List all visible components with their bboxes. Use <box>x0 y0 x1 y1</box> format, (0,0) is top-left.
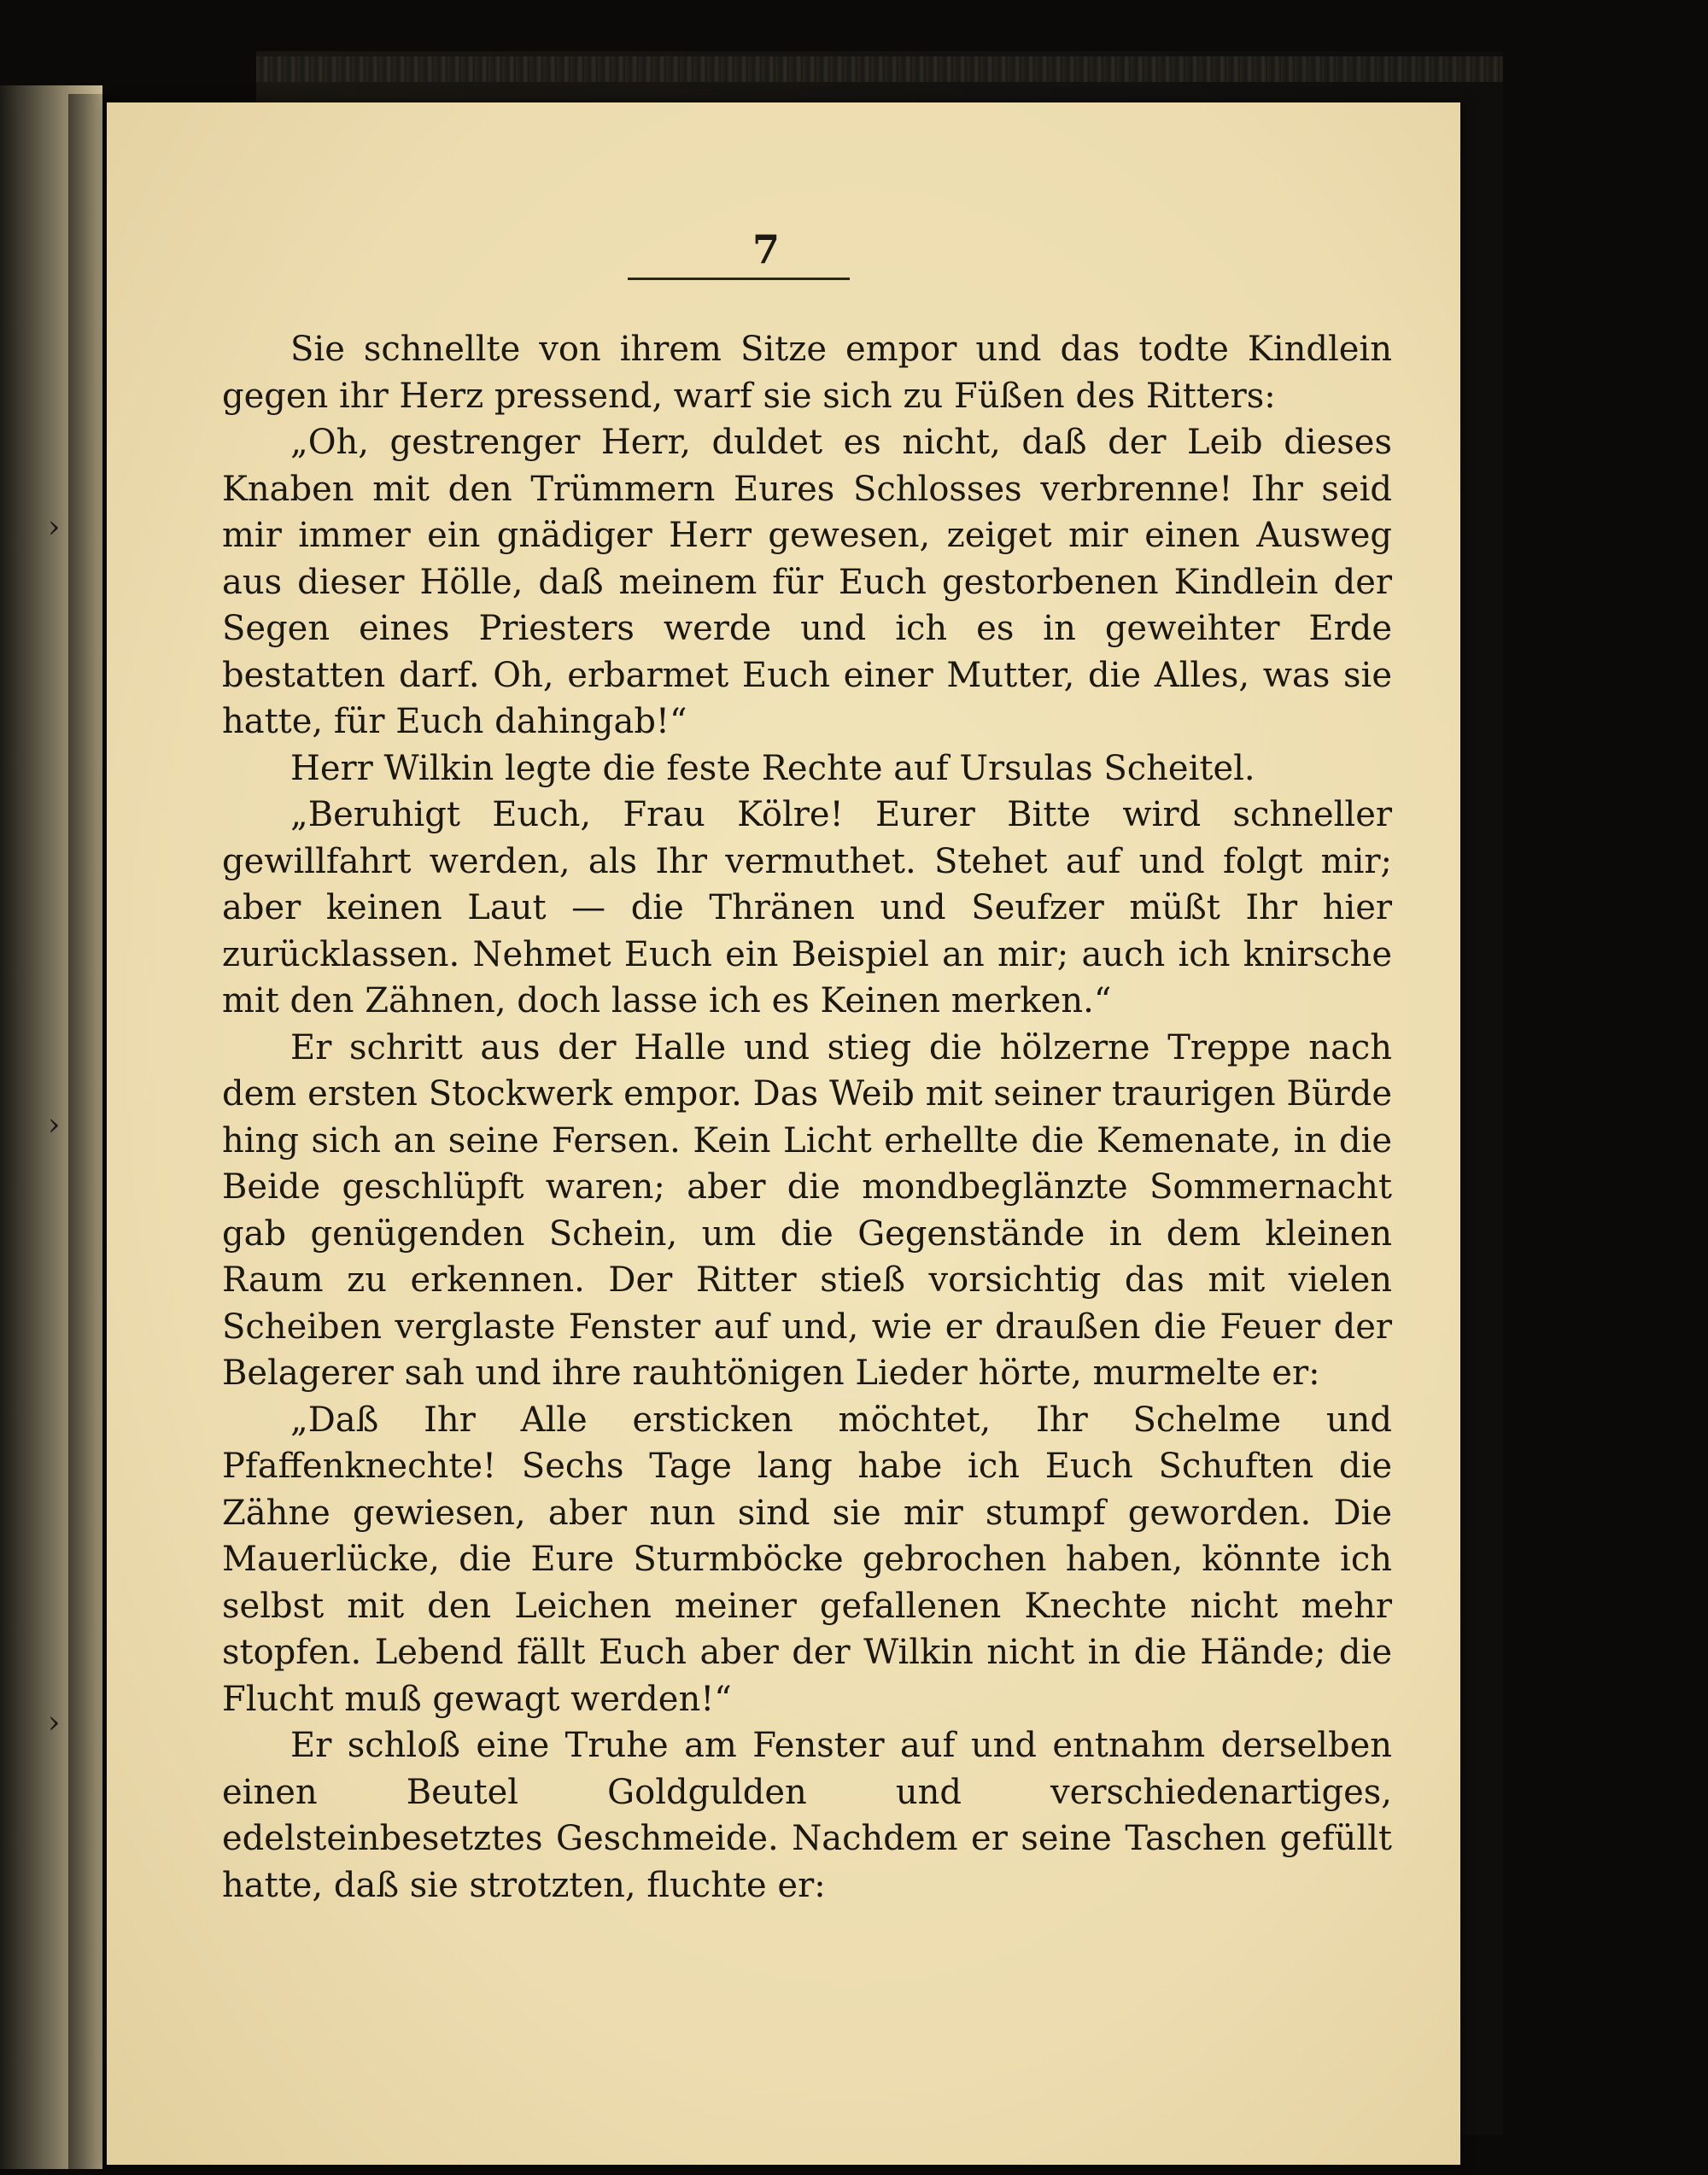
body-text <box>222 326 1392 1909</box>
paragraph: Herr Wilkin legte die feste Rechte auf Ursulas Scheitel. <box>290 748 1255 788</box>
paragraph: „Daß Ihr Alle ersticken möchtet, Ihr Schelme und Pfaffenknechte! Sechs Tage lang habe ich Euch Schuften die Zähne gewiesen, aber nun sind sie mir stumpf geworden. Die Mauerlücke, die Eure Sturmböcke gebrochen haben, könnte ich selbst mit den Leichen meiner gefallenen Knechte nicht mehr stopfen. Lebend fällt Euch aber der Wilkin nicht in die Hände; die Flucht muß gewagt werden!“ <box>222 1400 1392 1719</box>
margin-tick-icon: › <box>48 1705 61 1740</box>
page-number-rule <box>628 278 850 280</box>
paragraph: Er schloß eine Truhe am Fenster auf und entnahm derselben einen Beutel Goldgulden und verschiedenartiges, edelsteinbesetztes Geschmeide. Nachdem er seine Taschen gefüllt hatte, daß sie strotzten, fluchte er: <box>222 1726 1392 1905</box>
paragraph: „Beruhigt Euch, Frau Kölre! Eurer Bitte wird schneller gewillfahrt werden, als Ihr vermuthet. Stehet auf und folgt mir; aber keinen Laut — die Thränen und Seufzer müßt Ihr hier zurücklassen. Nehmet Euch ein Beispiel an mir; auch ich knirsche mit den Zähnen, doch lasse ich es Keinen merken.“ <box>222 795 1392 1020</box>
margin-tick-icon: › <box>48 510 61 545</box>
paragraph: Sie schnellte von ihrem Sitze empor und das todte Kindlein gegen ihr Herz pressend, warf sie sich zu Füßen des Ritters: <box>222 330 1392 416</box>
page-number: 7 <box>752 226 781 272</box>
paragraph: Er schritt aus der Halle und stieg die hölzerne Treppe nach dem ersten Stockwerk empor. Das Weib mit seiner traurigen Bürde hing sich an seine Fersen. Kein Licht erhellte die Kemenate, in die Beide geschlüpft waren; aber die mondbeglänzte Sommernacht gab genügenden Schein, um die Gegenstände in dem kleinen Raum zu erkennen. Der Ritter stieß vorsichtig das mit vielen Scheiben verglaste Fenster auf und, wie er draußen die Feuer der Belagerer sah und ihre rauhtönigen Lieder hörte, murmelte er: <box>222 1027 1392 1393</box>
margin-tick-icon: › <box>48 1108 61 1143</box>
cover-edge-texture <box>256 56 1503 82</box>
paragraph: „Oh, gestrenger Herr, duldet es nicht, daß der Leib dieses Knaben mit den Trümmern Eures Schlosses verbrenne! Ihr seid mir immer ein gnädiger Herr gewesen, zeiget mir einen Ausweg aus dieser Hölle, daß meinem für Euch gestorbenen Kindlein der Segen eines Priesters werde und ich es in geweihter Erde bestatten darf. Oh, erbarmet Euch einer Mutter, die Alles, was sie hatte, für Euch dahingab!“ <box>222 423 1392 741</box>
book-page <box>107 102 1460 2165</box>
